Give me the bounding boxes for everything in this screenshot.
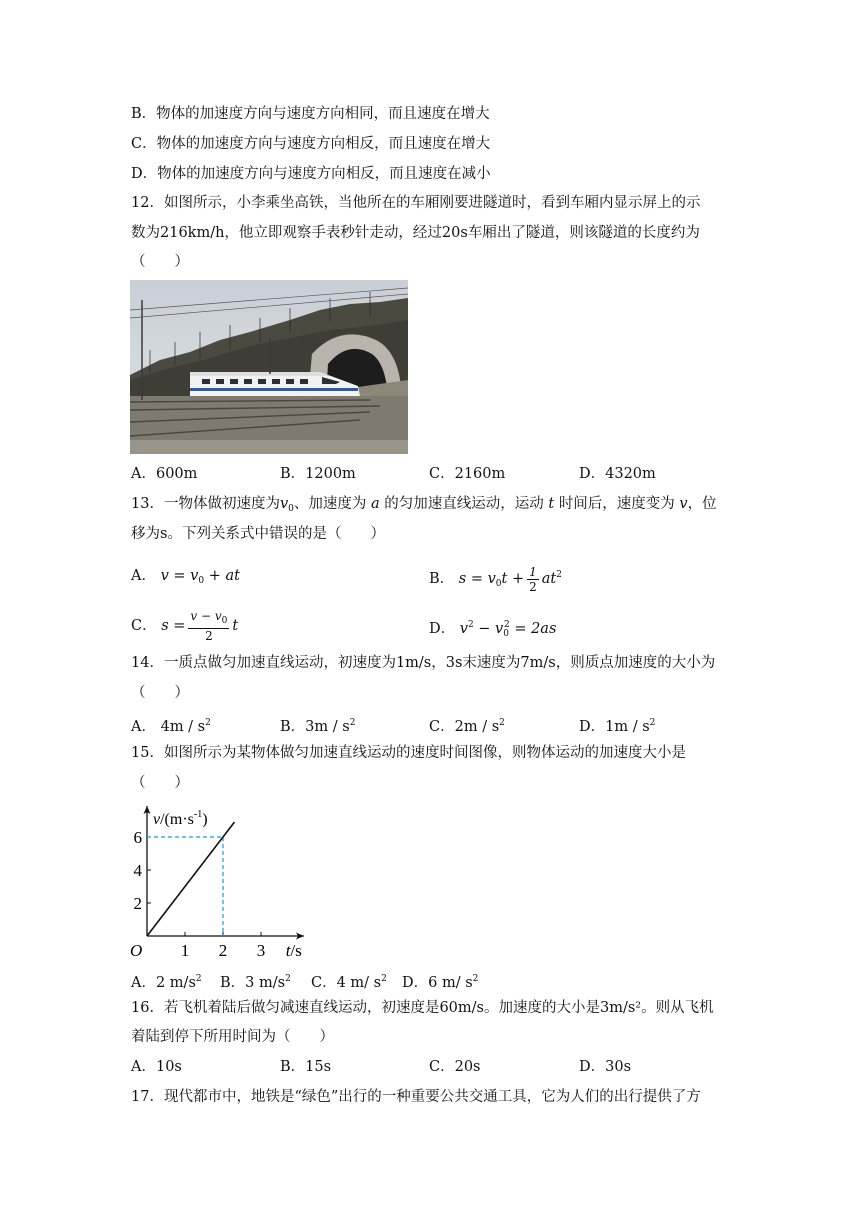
- q16-option-d[interactable]: D．30s: [579, 1059, 632, 1075]
- q17-text-line1: 17．现代都市中，地铁是“绿色”出行的一种重要公共交通工具，它为人们的出行提供了方: [131, 1089, 701, 1105]
- y-tick-label: 2: [133, 894, 142, 913]
- q14-option-a[interactable]: A． $4m / s^2$: [131, 718, 211, 735]
- y-axis-label: $v/(m\cdot s^{-1})$: [153, 809, 208, 828]
- q13-text-line2: 移为s。下列关系式中错误的是（ ）: [131, 526, 385, 542]
- q15-option-a[interactable]: A．2 $m/s^2$: [131, 974, 202, 991]
- q12-answer-blank: （ ）: [131, 254, 189, 270]
- x-axis-label: t/s: [285, 941, 302, 960]
- train-tunnel-photo: [130, 280, 408, 454]
- velocity-line: [147, 822, 234, 936]
- q11-option-c[interactable]: C．物体的加速度方向与速度方向相反，而且速度在增大: [131, 136, 491, 152]
- q14-option-d[interactable]: D．$1m / s^2$: [579, 718, 656, 735]
- q14-text-line1: 14．一质点做匀加速直线运动，初速度为1m/s，3s末速度为7m/s，则质点加速度的大小为: [131, 655, 716, 671]
- q12-text-line1: 12．如图所示，小李乘坐高铁，当他所在的车厢刚要进隧道时，看到车厢内显示屏上的示: [131, 195, 701, 211]
- q15-option-c[interactable]: C．4 m/ $s^2$: [311, 974, 387, 991]
- q13-text-line1: 13．一物体做初速度为$v_0$、加速度为 a 的匀加速直线运动，运动 t 时间后，速度变为 v，位: [131, 496, 717, 514]
- q15-option-b[interactable]: B．3 $m/s^2$: [220, 974, 291, 991]
- x-tick-label: 1: [180, 941, 190, 960]
- q12-option-a[interactable]: A．600m: [131, 466, 198, 482]
- q11-option-b[interactable]: B．物体的加速度方向与速度方向相同，而且速度在增大: [131, 106, 490, 122]
- q15-answer-blank: （ ）: [131, 775, 189, 791]
- q14-answer-blank: （ ）: [131, 685, 189, 701]
- q13-option-a[interactable]: A． $v = v_0$ + at: [131, 568, 240, 586]
- velocity-time-svg: [128, 800, 318, 962]
- q15-option-d[interactable]: D．6 m/ $s^2$: [402, 974, 479, 991]
- q11-option-d[interactable]: D．物体的加速度方向与速度方向相反，而且速度在减小: [131, 166, 491, 182]
- q14-option-c[interactable]: C．$2m / s^2$: [429, 718, 505, 735]
- y-tick-label: 4: [133, 861, 142, 880]
- q16-option-c[interactable]: C．20s: [429, 1059, 481, 1075]
- q16-option-b[interactable]: B．15s: [280, 1059, 332, 1075]
- q13-option-d[interactable]: D． $v^2 - v_0^2 = 2as$: [429, 620, 557, 639]
- q12-option-b[interactable]: B．1200m: [280, 466, 356, 482]
- velocity-time-graph: [128, 800, 318, 962]
- q15-text-line1: 15．如图所示为某物体做匀加速直线运动的速度时间图像，则物体运动的加速度大小是: [131, 745, 686, 761]
- q12-option-d[interactable]: D．4320m: [579, 466, 656, 482]
- q13-option-b[interactable]: B． $s = v_0t$ + $\frac{1}{2}$ $at^2$: [429, 564, 562, 594]
- origin-label: O: [130, 941, 143, 960]
- q12-text-line2: 数为216km/h，他立即观察手表秒针走动，经过20s车厢出了隧道，则该隧道的长度约为: [131, 225, 700, 241]
- y-tick-label: 6: [133, 828, 142, 847]
- q16-option-a[interactable]: A．10s: [131, 1059, 182, 1075]
- q16-text-line2: 着陆到停下所用时间为（ ）: [131, 1029, 334, 1045]
- x-tick-label: 2: [218, 941, 228, 960]
- q13-option-c[interactable]: C． s = $\frac{v - v_0}{2}$ t: [131, 609, 239, 643]
- q12-option-c[interactable]: C．2160m: [429, 466, 506, 482]
- q16-text-line1: 16．若飞机着陆后做匀减速直线运动，初速度是60m/s。加速度的大小是3m/s²。则从飞机: [131, 1000, 714, 1016]
- x-tick-label: 3: [256, 941, 266, 960]
- q14-option-b[interactable]: B．$3m / s^2$: [280, 718, 356, 735]
